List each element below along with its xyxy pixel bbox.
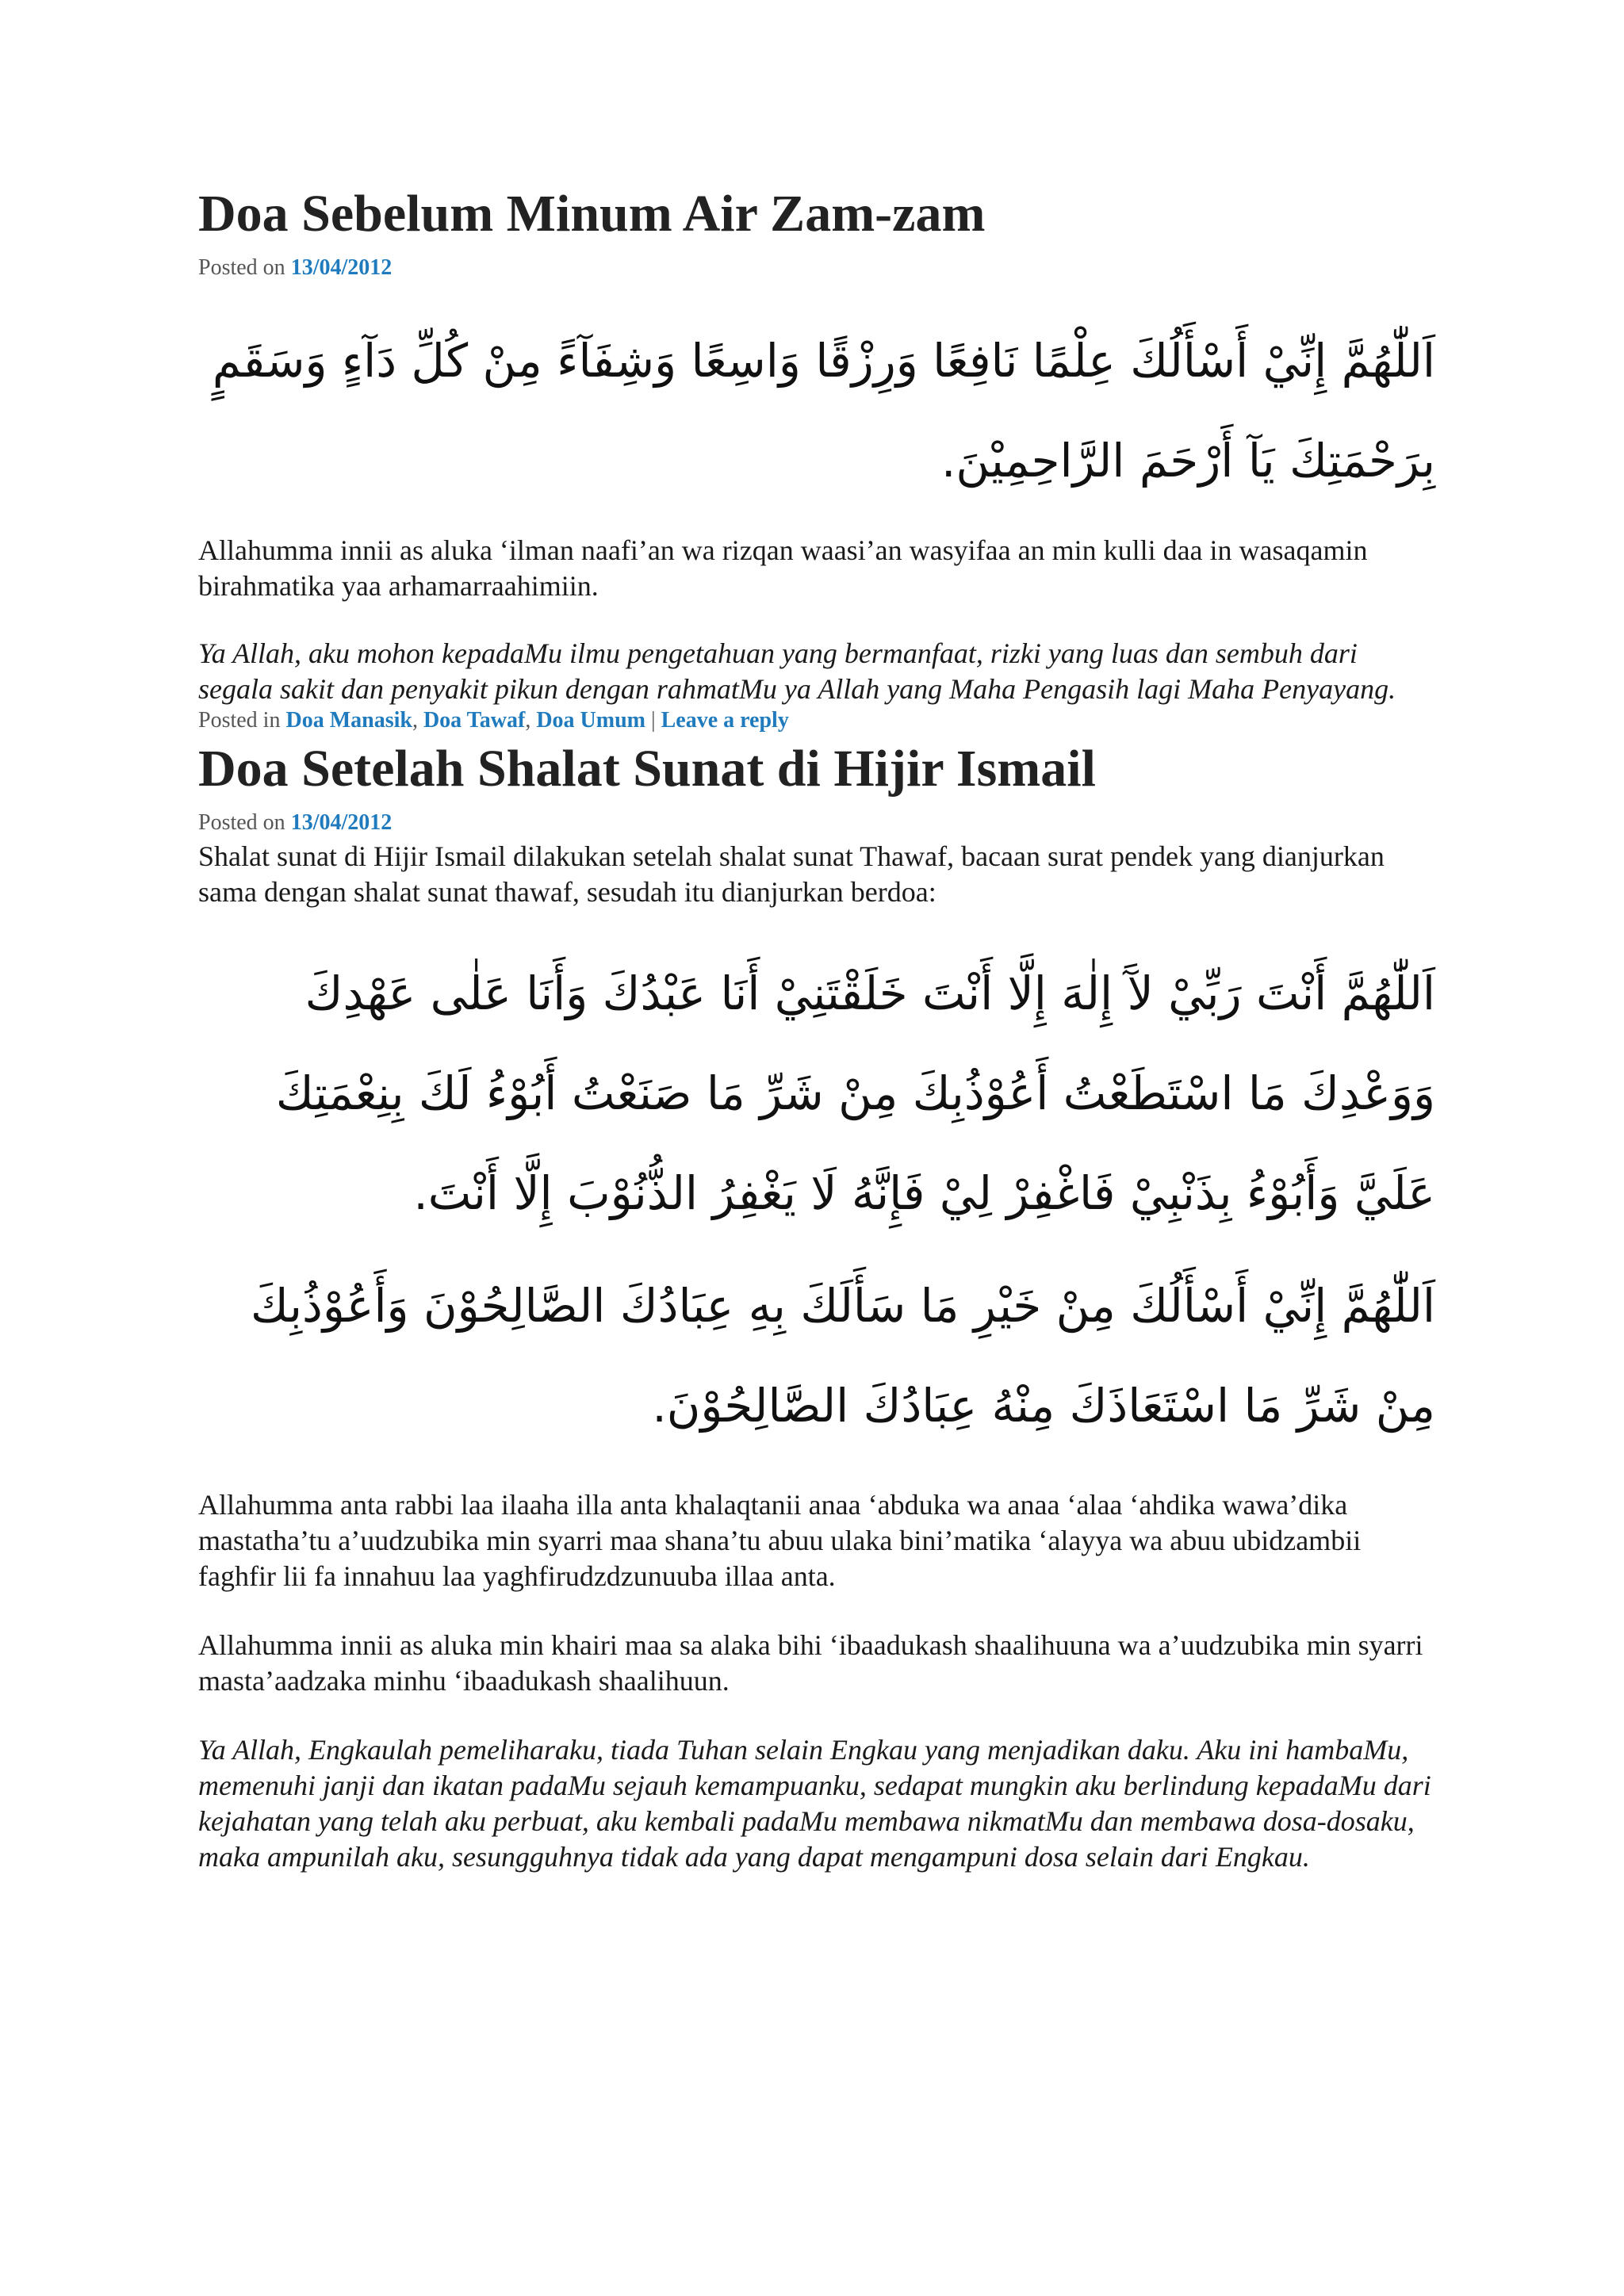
transliteration: Allahumma innii as aluka min khairi maa sa alaka bihi ‘ibaadukash shaalihuuna wa a’uudzubika min syarri masta’aadzaka minhu ‘ibaadukash shaalihuun.	[198, 1629, 1423, 1697]
post-title[interactable]: Doa Sebelum Minum Air Zam-zam	[198, 185, 986, 243]
translation: Ya Allah, Engkaulah pemeliharaku, tiada Tuhan selain Engkau yang menjadikan daku. Aku ini hambaMu, memenuhi janji dan ikatan padaMu sejauh kemampuanku, sedapat mungkin aku berlindung kepadaMu dari kejahatan yang telah aku perbuat, aku kembali padaMu membawa nikmatMu dan membawa dosa-dosaku, maka ampunilah aku, sesungguhnya tidak ada yang dapat mengampuni dosa selain dari Engkau.	[198, 1734, 1431, 1873]
post-footer: Posted in Doa Manasik, Doa Tawaf, Doa Umum | Leave a reply	[198, 708, 789, 733]
arabic-prayer: اَللّٰهُمَّ أَنْتَ رَبِّيْ لآَ إِلٰهَ إِلَّا أَنْتَ خَلَقْتَنِيْ أَنَا عَبْدُكَ وَأَنَا عَلٰى عَهْدِكَ وَوَعْدِكَ مَا اسْتَطَعْتُ أَعُوْذُبِكَ مِنْ شَرِّ مَا صَنَعْتُ أَبُوْءُ لَكَ بِنِعْمَتِكَ عَلَيَّ وَأَبُوْءُ بِذَنْبِيْ فَاغْفِرْ لِيْ فَإِنَّهُ لَا يَغْفِرُ الذُّنُوْبَ إِلَّا أَنْتَ.	[275, 966, 1435, 1220]
arabic-prayer: اَللّٰهُمَّ إِنِّيْ أَسْأَلُكَ مِنْ خَيْرِ مَا سَأَلَكَ بِهِ عِبَادُكَ الصَّالِحُوْنَ وَأَعُوْذُبِكَ مِنْ شَرِّ مَا اسْتَعَاذَكَ مِنْهُ عِبَادُكَ الصَّالِحُوْنَ.	[251, 1279, 1435, 1433]
post-meta	[198, 807, 1435, 839]
category-link-doa-tawaf[interactable]: Doa Tawaf	[423, 708, 526, 733]
translation: Ya Allah, aku mohon kepadaMu ilmu pengetahuan yang bermanfaat, rizki yang luas dan sembuh dari segala sakit dan penyakit pikun dengan rahmatMu ya Allah yang Maha Pengasih lagi Maha Penyayang.	[198, 637, 1396, 705]
posted-on-label: Posted on	[198, 255, 285, 280]
posted-in-label: Posted in	[198, 708, 281, 733]
posted-on-label: Posted on	[198, 810, 285, 835]
post-intro: Shalat sunat di Hijir Ismail dilakukan setelah shalat sunat Thawaf, bacaan surat pendek yang dianjurkan sama dengan shalat sunat thawaf, sesudah itu dianjurkan berdoa:	[198, 840, 1385, 908]
leave-reply-link[interactable]: Leave a reply	[661, 708, 789, 733]
post-meta	[198, 252, 1435, 284]
page-content	[198, 182, 1435, 1875]
transliteration: Allahumma innii as aluka ‘ilman naafi’an wa rizqan waasi’an wasyifaa an min kulli daa in wasaqamin birahmatika yaa arhamarraahimiin.	[198, 534, 1368, 602]
category-link-doa-umum[interactable]: Doa Umum	[536, 708, 645, 733]
arabic-prayer: اَللّٰهُمَّ إِنِّيْ أَسْأَلُكَ عِلْمًا نَافِعًا وَرِزْقًا وَاسِعًا وَشِفَآءً مِنْ كُلِّ دَآءٍ وَسَقَمٍ بِرَحْمَتِكَ يَآ أَرْحَمَ الرَّاحِمِيْنَ.	[212, 334, 1435, 488]
category-link-doa-manasik[interactable]: Doa Manasik	[285, 708, 412, 733]
separator: |	[650, 708, 656, 733]
post-date-link[interactable]: 13/04/2012	[290, 255, 393, 280]
post-title[interactable]: Doa Setelah Shalat Sunat di Hijir Ismail	[198, 740, 1096, 798]
transliteration: Allahumma anta rabbi laa ilaaha illa anta khalaqtanii anaa ‘abduka wa anaa ‘alaa ‘ahdika wawa’dika mastatha’tu a’uudzubika min syarri maa shana’tu abuu ulaka bini’matika ‘alayya wa abuu ubidzambii faghfir lii fa innahuu laa yaghfirudzdzunuuba illaa anta.	[198, 1489, 1362, 1592]
post-date-link[interactable]: 13/04/2012	[290, 810, 393, 835]
